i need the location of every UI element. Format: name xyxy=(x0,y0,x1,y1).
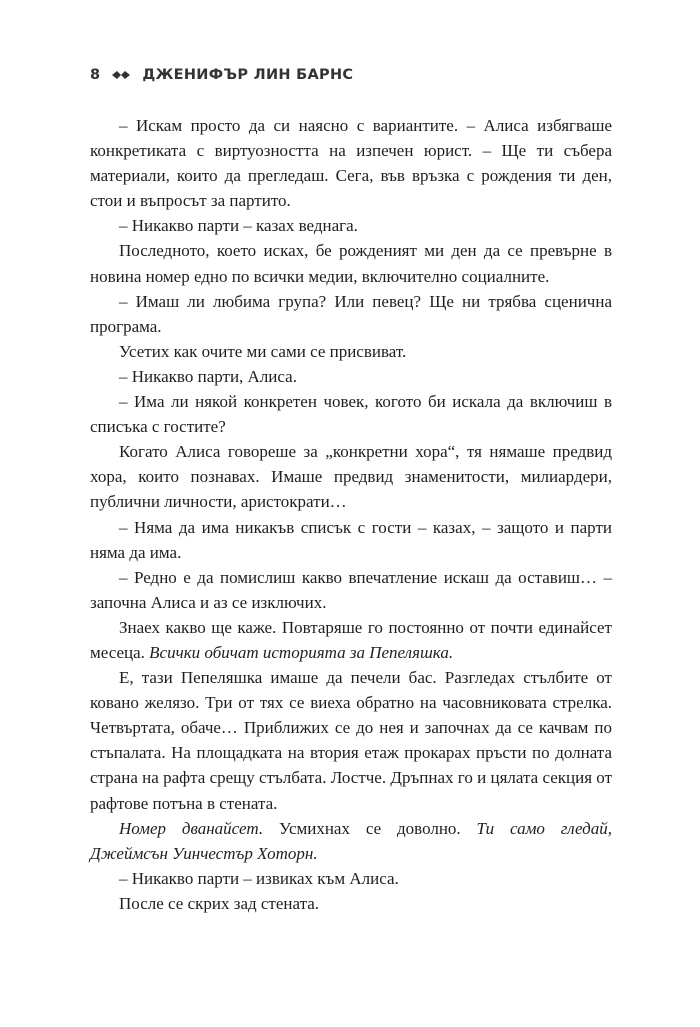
page-number: 8 xyxy=(90,67,101,83)
paragraph: Когато Алиса говореше за „конкретни хора“, тя нямаше предвид хора, които познавах. Имаше предвид знаменитости, милиардери, публични личности, аристократи… xyxy=(90,442,612,512)
paragraph: – Редно е да помислиш какво впечатление искаш да оставиш… – започна Алиса и аз се изключих. xyxy=(90,567,612,612)
paragraph-italic: Всички обичат историята за Пепеляшка. xyxy=(149,642,454,662)
paragraph-italic: Номер дванайсет. xyxy=(119,818,264,838)
paragraph xyxy=(90,816,612,866)
diamond-ornament-icon xyxy=(112,70,130,80)
paragraph: – Имаш ли любима група? Или певец? Ще ни трябва сценична програма. xyxy=(90,291,612,336)
paragraph: – Никакво парти – казах веднага. xyxy=(119,216,358,236)
paragraph-italic: Ти само гледай, Джеймсън Уинчестър Хоторн. xyxy=(90,818,612,863)
paragraph: Последното, което исках, бе рожденият ми ден да се превърне в новина номер едно по всички медии, включително социалните. xyxy=(90,241,612,286)
paragraph-text: Знаех какво ще каже. Повтаряше го постоянно от почти единайсет месеца. xyxy=(90,617,612,662)
paragraph: – Искам просто да си наясно с вариантите. – Алиса избягваше конкретиката с виртуозността на изпечен юрист. – Ще ти събера материали, които да прегледаш. Сега, във връзка с рождения ти ден, стои и въпросът за партито. xyxy=(90,116,612,211)
paragraph: После се скрих зад стената. xyxy=(119,893,320,913)
paragraph: – Има ли някой конкретен човек, когото би искала да включиш в списъка с гостите? xyxy=(90,392,612,437)
paragraph-text: Усмихнах се доволно. xyxy=(263,818,477,838)
paragraph xyxy=(90,615,612,665)
paragraph: Усетих как очите ми сами се присвиват. xyxy=(119,341,407,361)
body-text xyxy=(90,113,612,916)
paragraph: – Няма да има никакъв списък с гости – казах, – защото и парти няма да има. xyxy=(90,517,612,562)
running-head-author: ДЖЕНИФЪР ЛИН БАРНС xyxy=(142,67,354,83)
paragraph: – Никакво парти – извиках към Алиса. xyxy=(119,868,399,888)
paragraph: Е, тази Пепеляшка имаше да печели бас. Разгледах стълбите от ковано желязо. Три от тях се виеха обратно на часовниковата стрелка. Четвъртата, обаче… Приближих се до нея и започнах да се качвам по стъпалата. На площадката на втория етаж прокарах пръсти по долната страна на рафта срещу стълбата. Лостче. Дръпнах го и цялата секция от рафтове потъна в стената. xyxy=(90,668,612,813)
page-header xyxy=(90,63,353,87)
paragraph: – Никакво парти, Алиса. xyxy=(119,366,297,386)
